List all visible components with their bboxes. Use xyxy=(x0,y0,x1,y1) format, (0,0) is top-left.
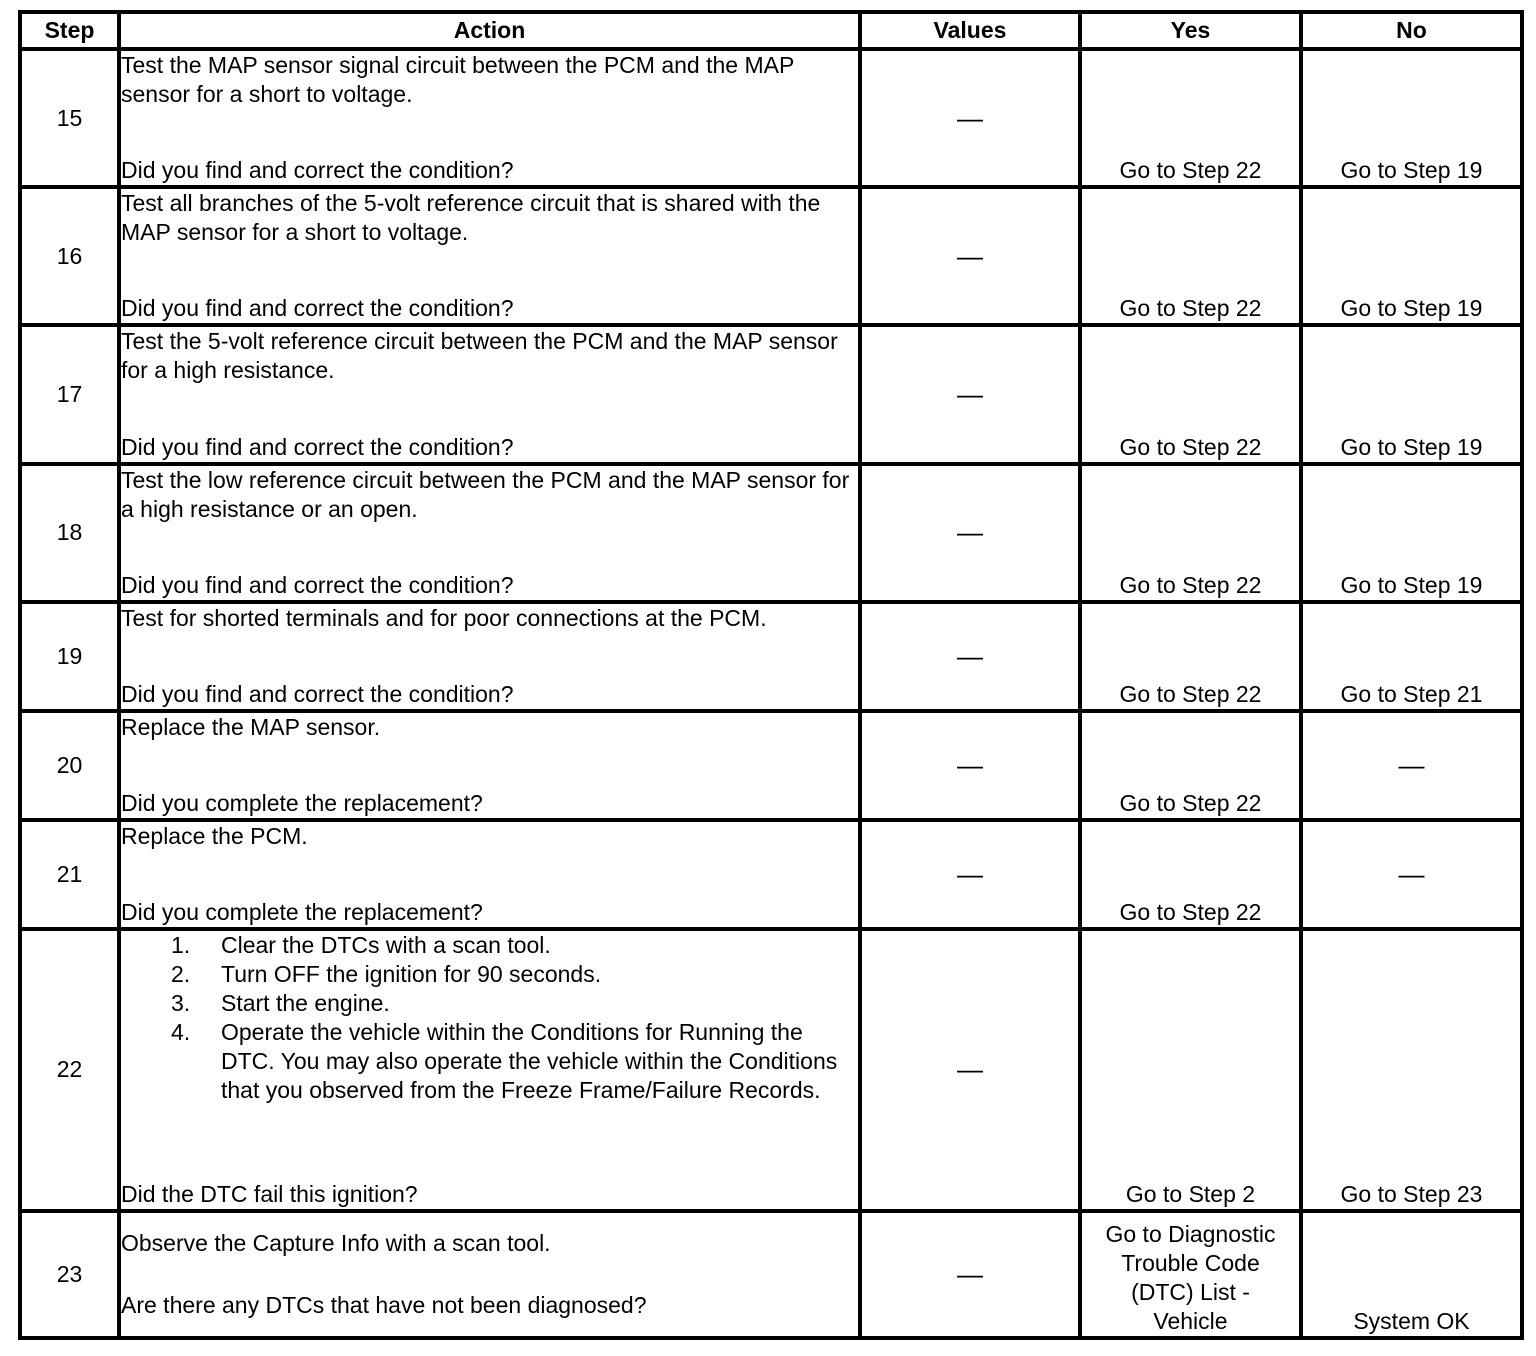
procedure-list xyxy=(121,931,858,1105)
values-cell: — xyxy=(860,464,1080,602)
action-cell xyxy=(119,187,860,325)
action-question: Did you find and correct the condition? xyxy=(121,433,514,460)
diagnostic-table xyxy=(18,10,1524,1340)
table-row xyxy=(20,49,1522,187)
step-number: 22 xyxy=(20,929,119,1210)
header-values: Values xyxy=(860,12,1080,49)
yes-cell: Go to Step 22 xyxy=(1080,325,1301,463)
step-number: 23 xyxy=(20,1211,119,1338)
step-number: 19 xyxy=(20,602,119,711)
table-row xyxy=(20,325,1522,463)
action-cell xyxy=(119,711,860,820)
action-question: Did you complete the replacement? xyxy=(121,790,483,817)
no-cell: Go to Step 21 xyxy=(1301,602,1522,711)
no-cell: Go to Step 23 xyxy=(1301,929,1522,1210)
action-text: Test the 5-volt reference circuit between the PCM and the MAP sensor for a high resistance. xyxy=(121,328,838,384)
no-cell: Go to Step 19 xyxy=(1301,325,1522,463)
action-text: Test all branches of the 5-volt reference circuit that is shared with the MAP sensor for a short to voltage. xyxy=(121,190,821,246)
values-cell: — xyxy=(860,187,1080,325)
action-question: Did the DTC fail this ignition? xyxy=(121,1180,418,1207)
action-question: Did you find and correct the condition? xyxy=(121,571,514,598)
values-cell: — xyxy=(860,711,1080,820)
yes-cell: Go to Step 22 xyxy=(1080,711,1301,820)
yes-line: Go to Diagnostic xyxy=(1105,1221,1276,1247)
no-cell: Go to Step 19 xyxy=(1301,187,1522,325)
yes-cell: Go to Step 22 xyxy=(1080,602,1301,711)
action-text: Replace the PCM. xyxy=(121,823,308,850)
values-cell: — xyxy=(860,325,1080,463)
list-item xyxy=(171,1018,858,1105)
header-row xyxy=(20,12,1522,49)
list-text: Start the engine. xyxy=(221,990,390,1017)
table-row xyxy=(20,464,1522,602)
no-cell: Go to Step 19 xyxy=(1301,464,1522,602)
action-question: Did you find and correct the condition? xyxy=(121,295,514,322)
no-cell: Go to Step 19 xyxy=(1301,49,1522,187)
values-cell: — xyxy=(860,602,1080,711)
yes-cell: Go to Step 2 xyxy=(1080,929,1301,1210)
list-item xyxy=(171,989,858,1018)
yes-cell: Go to Step 22 xyxy=(1080,820,1301,929)
step-number: 16 xyxy=(20,187,119,325)
action-text: Test for shorted terminals and for poor connections at the PCM. xyxy=(121,604,767,631)
yes-line: (DTC) List - xyxy=(1131,1279,1250,1305)
action-question: Are there any DTCs that have not been diagnosed? xyxy=(121,1291,647,1318)
action-text: Replace the MAP sensor. xyxy=(121,713,381,740)
yes-line: Vehicle xyxy=(1153,1308,1228,1334)
table-row xyxy=(20,929,1522,1210)
action-question: Did you find and correct the condition? xyxy=(121,157,514,184)
action-cell xyxy=(119,929,860,1210)
action-question: Did you complete the replacement? xyxy=(121,899,483,926)
action-cell xyxy=(119,602,860,711)
step-number: 15 xyxy=(20,49,119,187)
header-step: Step xyxy=(20,12,119,49)
action-text: Observe the Capture Info with a scan tool. xyxy=(121,1230,551,1257)
no-cell: System OK xyxy=(1301,1211,1522,1338)
action-text: Test the MAP sensor signal circuit between the PCM and the MAP sensor for a short to voltage. xyxy=(121,52,794,107)
values-cell: — xyxy=(860,49,1080,187)
step-number: 20 xyxy=(20,711,119,820)
table-row xyxy=(20,187,1522,325)
header-action: Action xyxy=(119,12,860,49)
action-question: Did you find and correct the condition? xyxy=(121,680,514,707)
list-item xyxy=(171,931,858,960)
values-cell: — xyxy=(860,1211,1080,1338)
yes-cell: Go to Step 22 xyxy=(1080,187,1301,325)
list-number: 2. xyxy=(171,961,191,988)
list-text: Clear the DTCs with a scan tool. xyxy=(221,932,551,959)
yes-cell xyxy=(1080,1211,1301,1338)
list-text: Turn OFF the ignition for 90 seconds. xyxy=(221,961,602,988)
table-row xyxy=(20,1211,1522,1338)
no-cell: — xyxy=(1301,711,1522,820)
table-row xyxy=(20,820,1522,929)
no-cell: — xyxy=(1301,820,1522,929)
step-number: 17 xyxy=(20,325,119,463)
header-yes: Yes xyxy=(1080,12,1301,49)
action-text: Test the low reference circuit between the PCM and the MAP sensor for a high resistance or an open. xyxy=(121,466,850,522)
list-text: Operate the vehicle within the Conditions for Running the DTC. You may also operate the vehicle within the Conditions that you observed from the Freeze Frame/Failure Records. xyxy=(221,1019,838,1104)
list-number: 3. xyxy=(171,990,191,1017)
action-cell xyxy=(119,820,860,929)
action-cell xyxy=(119,1211,860,1338)
list-number: 1. xyxy=(171,932,191,959)
action-cell xyxy=(119,464,860,602)
header-no: No xyxy=(1301,12,1522,49)
step-number: 18 xyxy=(20,464,119,602)
table-row xyxy=(20,711,1522,820)
list-item xyxy=(171,960,858,989)
step-number: 21 xyxy=(20,820,119,929)
action-cell xyxy=(119,49,860,187)
yes-line: Trouble Code xyxy=(1121,1250,1260,1276)
table-row xyxy=(20,602,1522,711)
values-cell: — xyxy=(860,820,1080,929)
yes-cell: Go to Step 22 xyxy=(1080,49,1301,187)
action-cell xyxy=(119,325,860,463)
list-number: 4. xyxy=(171,1019,191,1046)
values-cell: — xyxy=(860,929,1080,1210)
yes-cell: Go to Step 22 xyxy=(1080,464,1301,602)
